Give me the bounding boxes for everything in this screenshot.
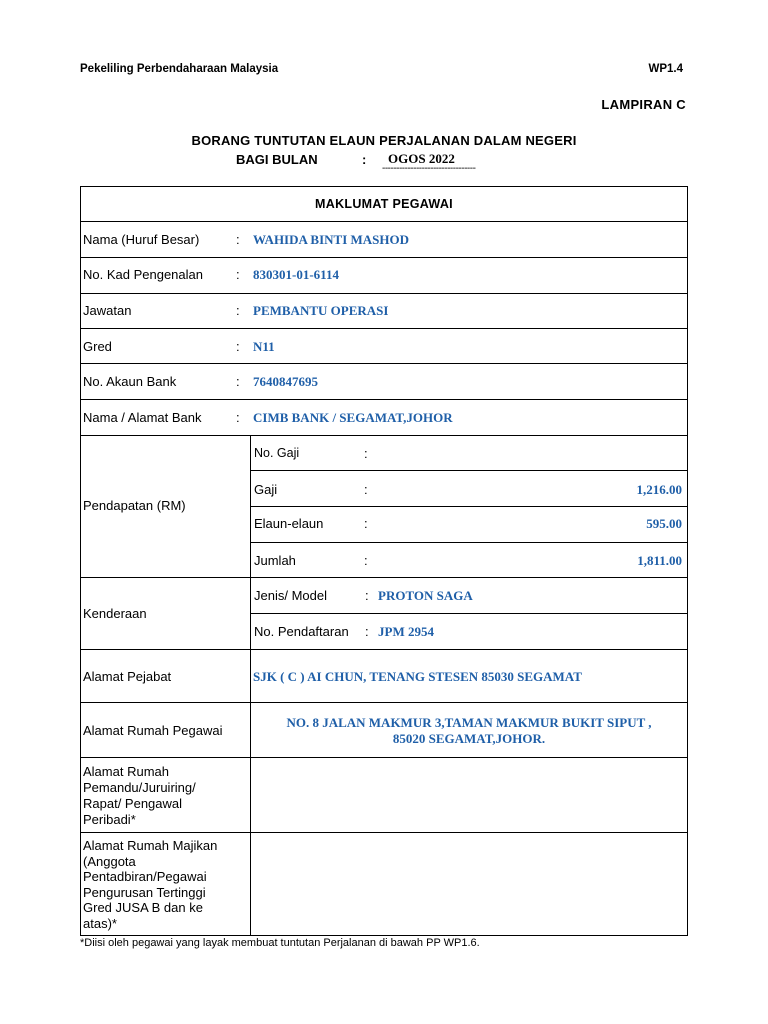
income-label: Pendapatan (RM) [83,498,186,513]
month-colon: : [362,152,367,167]
salary-no-label: No. Gaji [254,446,300,460]
vehicle-reg-value[interactable]: JPM 2954 [378,624,434,639]
form-title: BORANG TUNTUTAN ELAUN PERJALANAN DALAM NEGERI [191,133,577,148]
position-value[interactable]: PEMBANTU OPERASI [253,303,389,318]
ic-label: No. Kad Pengenalan [83,267,203,282]
bank-account-label: No. Akaun Bank [83,374,177,389]
employer-address-field[interactable] [251,833,687,935]
office-address-value[interactable]: SJK ( C ) AI CHUN, TENANG STESEN 85030 SEGAMAT [253,669,582,684]
driver-address-label: Alamat Rumah Pemandu/Juruiring/ Rapat/ Pengawal Peribadi* [83,764,196,827]
month-label: BAGI BULAN [236,152,318,167]
salary-value[interactable]: 1,216.00 [636,482,682,497]
total-value[interactable]: 1,811.00 [637,553,682,568]
vehicle-label: Kenderaan [83,606,147,621]
vehicle-model-colon: : [365,588,369,603]
officer-info-form [80,186,688,936]
office-address-label: Alamat Pejabat [83,669,172,684]
lampiran-label: LAMPIRAN C [601,97,686,112]
name-colon: : [236,232,240,247]
grade-label: Gred [83,339,112,354]
grade-colon: : [236,339,240,354]
form-code: WP1.4 [648,63,683,75]
total-label: Jumlah [254,553,296,568]
name-value[interactable]: WAHIDA BINTI MASHOD [253,232,410,247]
position-colon: : [236,303,240,318]
home-address-line2[interactable]: 85020 SEGAMAT,JOHOR. [392,731,546,746]
ic-colon: : [236,267,240,282]
allowance-value[interactable]: 595.00 [646,516,682,531]
total-colon: : [364,553,368,568]
bank-account-colon: : [236,374,240,389]
allowance-colon: : [364,516,368,531]
month-underline: --------------------------------- [382,163,476,174]
position-label: Jawatan [83,303,132,318]
vehicle-reg-label: No. Pendaftaran [254,624,349,639]
circular-title: Pekeliling Perbendaharaan Malaysia [80,63,279,75]
allowance-label: Elaun-elaun [254,516,324,531]
home-address-line1[interactable]: NO. 8 JALAN MAKMUR 3,TAMAN MAKMUR BUKIT SIPUT , [286,715,652,730]
ic-value[interactable]: 830301-01-6114 [253,267,339,282]
vehicle-model-value[interactable]: PROTON SAGA [378,588,473,603]
section-title: MAKLUMAT PEGAWAI [315,197,453,211]
vehicle-model-label: Jenis/ Model [254,588,327,603]
driver-address-field[interactable] [251,758,687,832]
employer-address-label: Alamat Rumah Majikan (Anggota Pentadbiran/Pegawai Pengurusan Tertinggi Gred JUSA B dan ke atas)* [83,838,218,931]
name-label: Nama (Huruf Besar) [83,232,200,247]
salary-label: Gaji [254,482,278,497]
bank-name-value[interactable]: CIMB BANK / SEGAMAT,JOHOR [253,410,453,425]
grade-value[interactable]: N11 [253,339,275,354]
salary-no-colon: : [364,446,368,461]
bank-name-colon: : [236,410,240,425]
month-value[interactable]: OGOS 2022 [388,151,455,166]
salary-colon: : [364,482,368,497]
vehicle-reg-colon: : [365,624,369,639]
bank-account-value[interactable]: 7640847695 [253,374,318,389]
home-address-label: Alamat Rumah Pegawai [83,723,223,738]
footnote: *Diisi oleh pegawai yang layak membuat tuntutan Perjalanan di bawah PP WP1.6. [80,937,480,949]
bank-name-label: Nama / Alamat Bank [83,410,202,425]
